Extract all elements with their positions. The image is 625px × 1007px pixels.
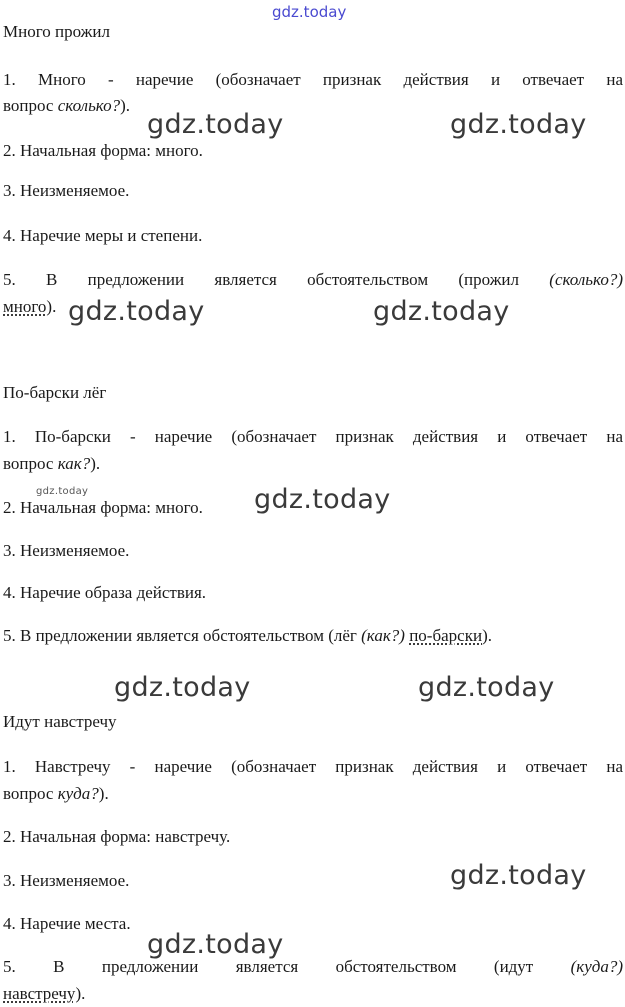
watermark: gdz.today [114,672,251,703]
paragraph-3: 3. Неизменяемое. [3,541,130,560]
section-title: По-барски лёг [3,383,107,402]
paragraph-5: 5. В предложении является обстоятельством (идут (куда?) [3,957,623,976]
paragraph-5-cont: навстречу). [3,984,86,1003]
watermark: gdz.today [147,109,284,140]
watermark: gdz.today [68,296,205,327]
watermark: gdz.today [272,3,347,21]
paragraph-5: 5. В предложении является обстоятельством (лёг (как?) по-барски). [3,626,492,645]
paragraph-2: 2. Начальная форма: много. [3,498,203,517]
paragraph-5: 5. В предложении является обстоятельством (прожил (сколько?) [3,270,623,289]
paragraph-2: 2. Начальная форма: навстречу. [3,827,231,846]
watermark: gdz.today [418,672,555,703]
paragraph-4: 4. Наречие меры и степени. [3,226,203,245]
paragraph-1-cont: вопрос сколько?). [3,96,131,115]
paragraph-1: 1. Навстречу - наречие (обозначает признак действия и отвечает на [3,757,623,776]
watermark: gdz.today [373,296,510,327]
paragraph-1-cont: вопрос как?). [3,454,101,473]
section-title: Идут навстречу [3,712,117,731]
paragraph-2: 2. Начальная форма: много. [3,141,203,160]
paragraph-1-cont: вопрос куда?). [3,784,109,803]
paragraph-3: 3. Неизменяемое. [3,181,130,200]
paragraph-4: 4. Наречие образа действия. [3,583,207,602]
paragraph-3: 3. Неизменяемое. [3,871,130,890]
watermark: gdz.today [450,860,587,891]
paragraph-1: 1. По-барски - наречие (обозначает признак действия и отвечает на [3,427,623,446]
section-title: Много прожил [3,22,111,41]
watermark: gdz.today [450,109,587,140]
watermark: gdz.today [147,929,284,960]
paragraph-4: 4. Наречие места. [3,914,131,933]
paragraph-1: 1. Много - наречие (обозначает признак действия и отвечает на [3,70,623,89]
paragraph-5-cont: много). [3,297,57,316]
watermark: gdz.today [36,486,89,497]
watermark: gdz.today [254,484,391,515]
